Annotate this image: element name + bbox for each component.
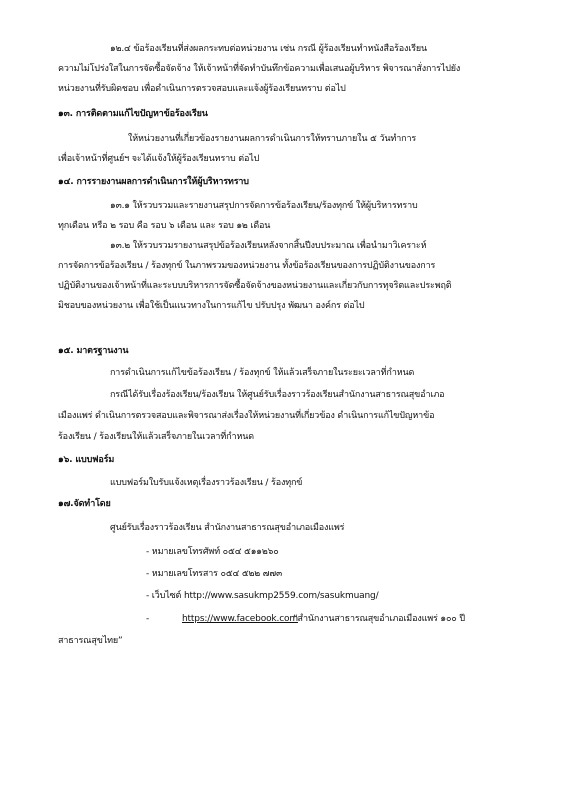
section-16-line-1: แบบฟอร์มใบรับแจ้งเหตุเรื่องราวร้องเรียน / ร้องทุกข์ bbox=[110, 478, 303, 488]
para-13-2-line-3: ปฏิบัติงานของเจ้าหน้าที่และระบบบริหารการจัดซื้อจัดจ้างของหน่วยงานและเกี่ยวกับการทุจริตและประพฤติ bbox=[58, 281, 452, 291]
para-13-2-line-4: มิชอบของหน่วยงาน เพื่อใช้เป็นแนวทางในการแก้ไข ปรับปรุง พัฒนา องค์กร ต่อไป bbox=[58, 301, 365, 311]
contact-facebook-text-cont: สาธารณสุขไทย” bbox=[58, 636, 123, 646]
section-13-line-2: เพื่อเจ้าหน้าที่ศูนย์ฯ จะได้แจ้งให้ผู้ร้องเรียนทราบ ต่อไป bbox=[58, 154, 260, 164]
para-13-1-line-1: ๑๓.๑ ให้รวบรวมและรายงานสรุปการจัดการข้อร้องเรียน/ร้องทุกข์ ให้ผู้บริหารทราบ bbox=[110, 201, 418, 211]
facebook-link[interactable]: https://www.facebook.com bbox=[182, 614, 298, 624]
contact-fax: - หมายเลขโทรสาร ๐๕๔ ๕๒๒ ๗๗๓ bbox=[146, 569, 283, 579]
section-15-line-3: เมืองแพร่ ดำเนินการตรวจสอบและพิจารณาส่งเรื่องให้หน่วยงานที่เกี่ยวข้อง ดำเนินการแก้ไขปัญหาข้อ bbox=[58, 411, 435, 421]
para-13-1-line-2: ทุกเดือน หรือ ๒ รอบ คือ รอบ ๖ เดือน และ รอบ ๑๒ เดือน bbox=[58, 221, 271, 231]
section-16-heading: ๑๖. แบบฟอร์ม bbox=[58, 455, 115, 465]
section-14-heading: ๑๔. การรายงานผลการดำเนินการให้ผู้บริหารทราบ bbox=[58, 177, 249, 187]
contact-facebook-dash: - bbox=[146, 614, 150, 624]
para-13-2-line-2: การจัดการข้อร้องเรียน / ร้องทุกข์ ในภาพรวมของหน่วยงาน ทั้งข้อร้องเรียนของการปฏิบัติงานของการ bbox=[58, 261, 436, 271]
contact-facebook-text: “สำนักงานสาธารณสุขอำเภอเมืองแพร่ ๑๐๐ ปี bbox=[293, 614, 465, 624]
contact-website: - เว็บไซต์ http://www.sasukmp2559.com/sasukmuang/ bbox=[146, 591, 379, 601]
para-12-4-line-1: ๑๒.๔ ข้อร้องเรียนที่ส่งผลกระทบต่อหน่วยงาน เช่น กรณี ผู้ร้องเรียนทำหนังสือร้องเรียน bbox=[110, 44, 428, 54]
section-15-line-2: กรณีได้รับเรื่องร้องเรียน/ร้องเรียน ให้ศูนย์รับเรื่องราวร้องเรียนสำนักงานสาธารณสุขอำเภอ bbox=[110, 390, 445, 400]
section-15-heading: ๑๕. มาตรฐานงาน bbox=[58, 346, 129, 356]
section-13-line-1: ให้หน่วยงานที่เกี่ยวข้องรายงานผลการดำเนินการให้ทราบภายใน ๕ วันทำการ bbox=[128, 134, 417, 144]
section-15-line-1: การดำเนินการแก้ไขข้อร้องเรียน / ร้องทุกข์ ให้แล้วเสร็จภายในระยะเวลาที่กำหนด bbox=[110, 368, 415, 378]
section-17-heading: ๑๗.จัดทำโดย bbox=[58, 499, 111, 509]
section-15-line-4: ร้องเรียน / ร้องเรียนให้แล้วเสร็จภายในเวลาที่กำหนด bbox=[58, 432, 254, 442]
para-12-4-line-2: ความไม่โปร่งใสในการจัดซื้อจัดจ้าง ให้เจ้าหน้าที่จัดทำบันทึกข้อความเพื่อเสนอผู้บริหาร พิจารณาสั่งการไปยัง bbox=[58, 64, 461, 74]
para-13-2-line-1: ๑๓.๒ ให้รวบรวมรายงานสรุปข้อร้องเรียนหลังจากสิ้นปีงบประมาณ เพื่อนำมาวิเคราะห์ bbox=[110, 241, 427, 251]
section-13-heading: ๑๓. การติดตามแก้ไขปัญหาข้อร้องเรียน bbox=[58, 109, 208, 119]
section-17-org: ศูนย์รับเรื่องราวร้องเรียน สำนักงานสาธารณสุขอำเภอเมืองแพร่ bbox=[110, 523, 345, 533]
para-12-4-line-3: หน่วยงานที่รับผิดชอบ เพื่อดำเนินการตรวจสอบและแจ้งผู้ร้องเรียนทราบ ต่อไป bbox=[58, 84, 346, 94]
contact-phone: - หมายเลขโทรศัพท์ ๐๕๔ ๕๑๑๒๖๐ bbox=[146, 547, 279, 557]
